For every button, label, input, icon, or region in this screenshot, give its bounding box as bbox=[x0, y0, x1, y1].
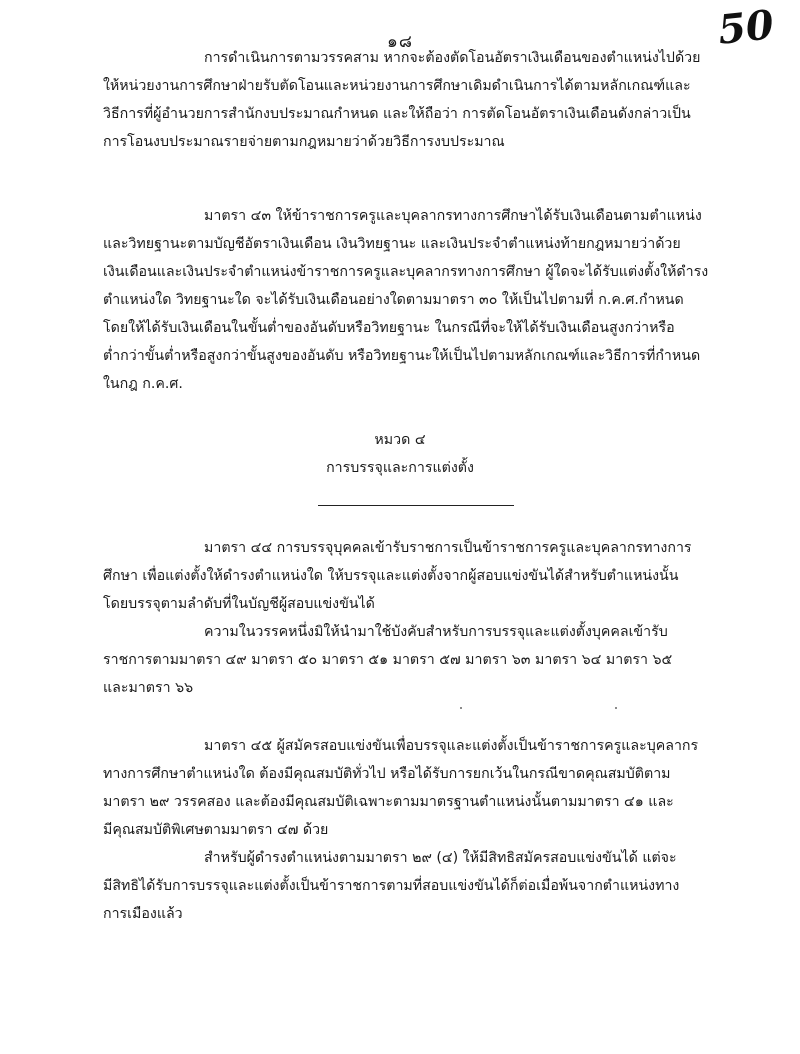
section-45-line: สำหรับผู้ดำรงตำแหน่งตามมาตรา ๒๙ (๔) ให้มีสิทธิสมัครสอบแข่งขันได้ แต่จะ bbox=[204, 850, 677, 866]
paragraph-line: การโอนงบประมาณรายจ่ายตามกฎหมายว่าด้วยวิธีการงบประมาณ bbox=[103, 134, 505, 150]
section-45-line: มาตรา ๒๙ วรรคสอง และต้องมีคุณสมบัติเฉพาะตามมาตรฐานตำแหน่งนั้นตามมาตรา ๔๑ และ bbox=[103, 794, 674, 810]
section-44-line: และมาตรา ๖๖ bbox=[103, 680, 194, 696]
section-44-line: ศึกษา เพื่อแต่งตั้งให้ดำรงตำแหน่งใด ให้บรรจุและแต่งตั้งจากผู้สอบแข่งขันได้สำหรับตำแหน่งนั้น bbox=[103, 568, 679, 584]
section-43-line: โดยให้ได้รับเงินเดือนในขั้นต่ำของอันดับหรือวิทยฐานะ ในกรณีที่จะให้ได้รับเงินเดือนสูงกว่าหรือ bbox=[103, 320, 675, 336]
section-43-line: ในกฎ ก.ค.ศ. bbox=[103, 376, 183, 392]
section-43-line: ตำแหน่งใด วิทยฐานะใด จะได้รับเงินเดือนอย่างใดตามมาตรา ๓๐ ให้เป็นไปตามที่ ก.ค.ศ.กำหนด bbox=[103, 292, 684, 308]
chapter-title: การบรรจุและการแต่งตั้ง bbox=[326, 460, 474, 476]
chapter-number: หมวด ๔ bbox=[374, 432, 426, 448]
paragraph-line: การดำเนินการตามวรรคสาม หากจะต้องตัดโอนอัตราเงินเดือนของตำแหน่งไปด้วย bbox=[204, 50, 701, 66]
section-44-line: โดยบรรจุตามลำดับที่ในบัญชีผู้สอบแข่งขันได้ bbox=[103, 596, 375, 612]
section-45-line: มีคุณสมบัติพิเศษตามมาตรา ๔๗ ด้วย bbox=[103, 822, 329, 838]
scan-speck bbox=[615, 707, 617, 709]
handwritten-page-mark: 50 bbox=[716, 1, 777, 54]
section-44-line: ราชการตามมาตรา ๔๙ มาตรา ๕๐ มาตรา ๕๑ มาตรา ๕๗ มาตรา ๖๓ มาตรา ๖๔ มาตรา ๖๕ bbox=[103, 652, 673, 668]
section-44-line: ความในวรรคหนึ่งมิให้นำมาใช้บังคับสำหรับการบรรจุและแต่งตั้งบุคคลเข้ารับ bbox=[204, 624, 668, 640]
section-43-line: เงินเดือนและเงินประจำตำแหน่งข้าราชการครูและบุคลากรทางการศึกษา ผู้ใดจะได้รับแต่งตั้งให้ดำรง bbox=[103, 264, 709, 280]
chapter-divider bbox=[318, 505, 514, 506]
scan-speck bbox=[460, 707, 462, 709]
section-45-line: มาตรา ๔๕ ผู้สมัครสอบแข่งขันเพื่อบรรจุและแต่งตั้งเป็นข้าราชการครูและบุคลากร bbox=[204, 738, 699, 754]
page-number: ๑๘ bbox=[387, 32, 413, 52]
paragraph-line: ให้หน่วยงานการศึกษาฝ่ายรับตัดโอนและหน่วยงานการศึกษาเดิมดำเนินการได้ตามหลักเกณฑ์และ bbox=[103, 78, 691, 94]
section-43-line: มาตรา ๔๓ ให้ข้าราชการครูและบุคลากรทางการศึกษาได้รับเงินเดือนตามตำแหน่ง bbox=[204, 208, 702, 224]
section-45-line: ทางการศึกษาตำแหน่งใด ต้องมีคุณสมบัติทั่วไป หรือได้รับการยกเว้นในกรณีขาดคุณสมบัติตาม bbox=[103, 766, 671, 782]
section-45-line: มีสิทธิได้รับการบรรจุและแต่งตั้งเป็นข้าราชการตามที่สอบแข่งขันได้ก็ต่อเมื่อพ้นจากตำแหน่งทาง bbox=[103, 878, 680, 894]
paragraph-line: วิธีการที่ผู้อำนวยการสำนักงบประมาณกำหนด และให้ถือว่า การตัดโอนอัตราเงินเดือนดังกล่าวเป็น bbox=[103, 106, 691, 122]
section-45-line: การเมืองแล้ว bbox=[103, 906, 183, 922]
section-43-line: และวิทยฐานะตามบัญชีอัตราเงินเดือน เงินวิทยฐานะ และเงินประจำตำแหน่งท้ายกฎหมายว่าด้วย bbox=[103, 236, 681, 252]
section-43-line: ต่ำกว่าขั้นต่ำหรือสูงกว่าขั้นสูงของอันดับ หรือวิทยฐานะให้เป็นไปตามหลักเกณฑ์และวิธีการที่กำหนด bbox=[103, 348, 701, 364]
section-44-line: มาตรา ๔๔ การบรรจุบุคคลเข้ารับราชการเป็นข้าราชการครูและบุคลากรทางการ bbox=[204, 540, 692, 556]
